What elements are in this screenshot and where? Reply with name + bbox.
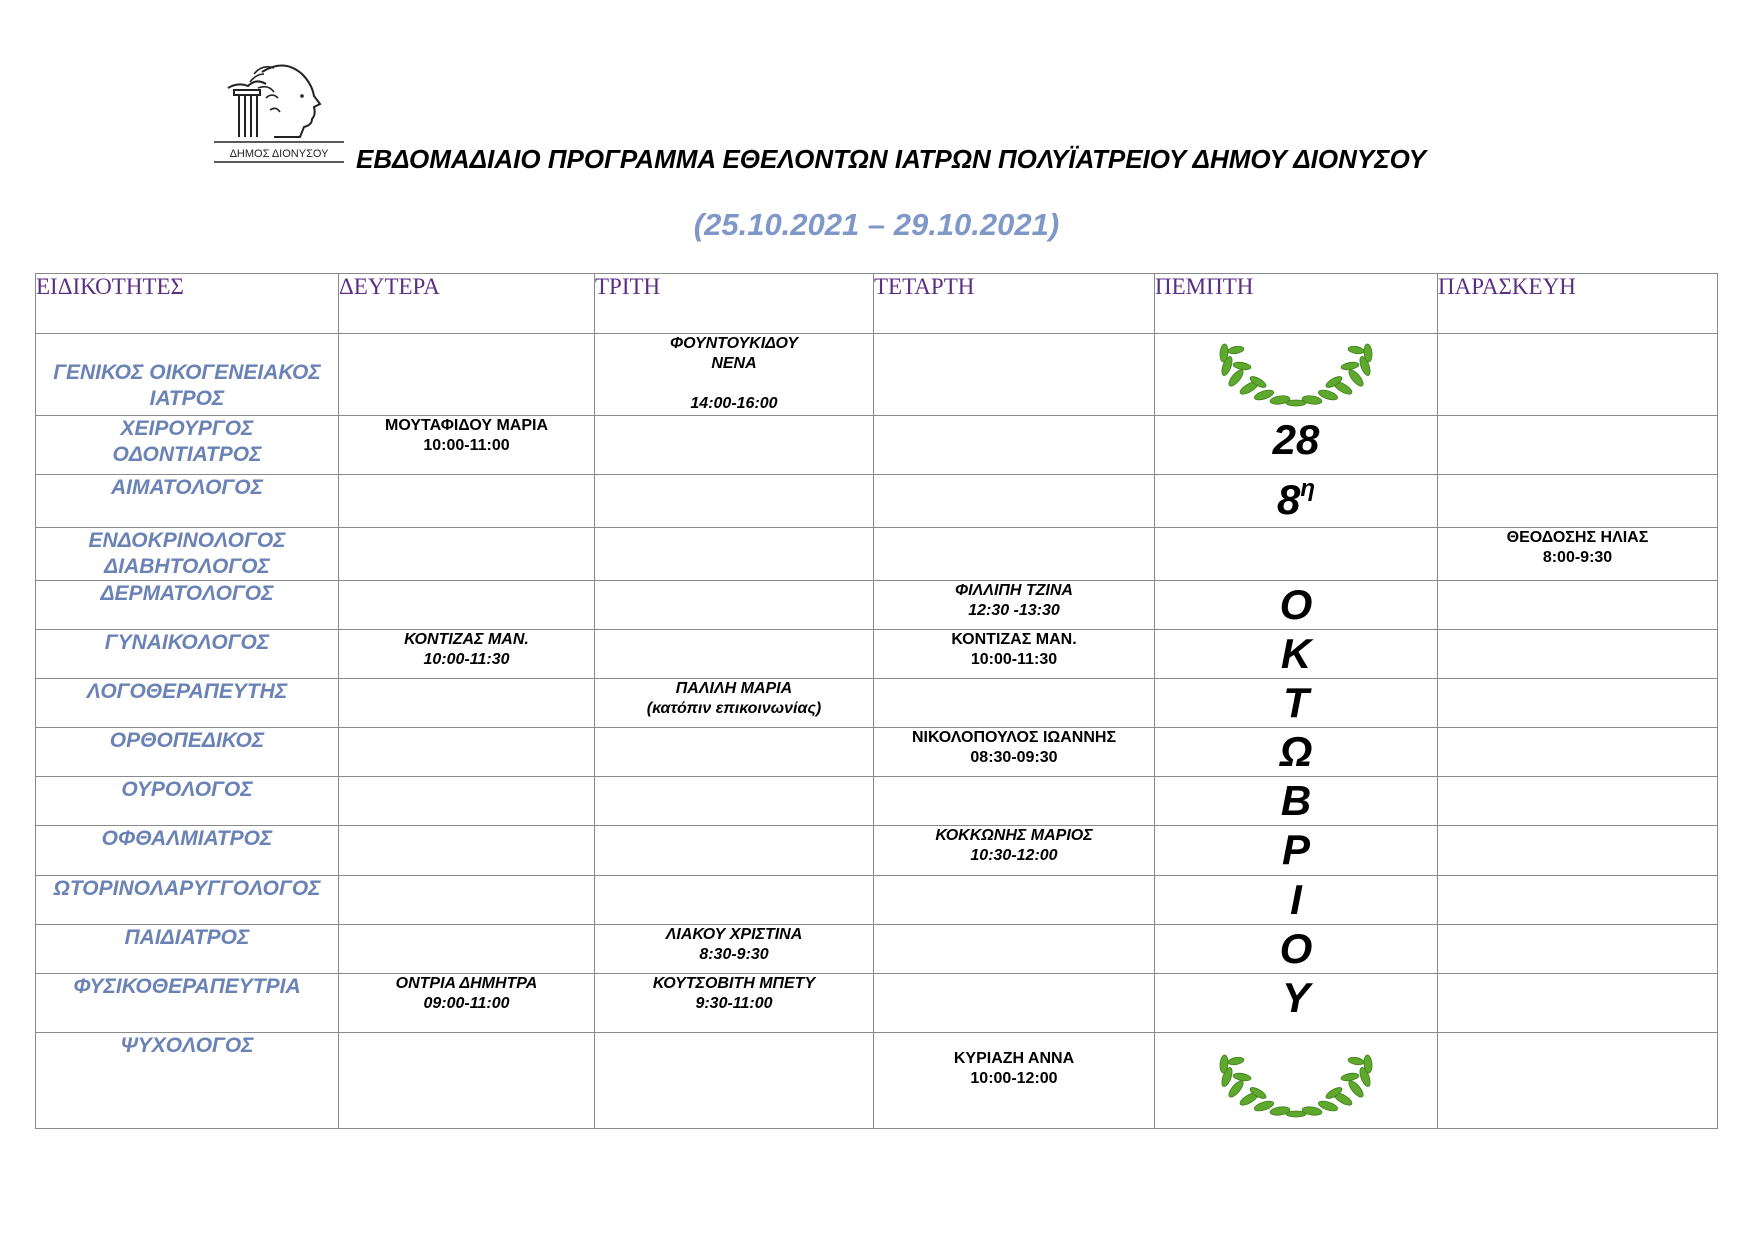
friday-cell <box>1438 334 1718 416</box>
wednesday-cell: ΝΙΚΟΛΟΠΟΥΛΟΣ ΙΩΑΝΝΗΣ 08:30-09:30 <box>874 728 1155 777</box>
table-row <box>36 728 1718 777</box>
wednesday-cell <box>874 528 1155 581</box>
monday-cell <box>339 876 595 925</box>
holiday-month-letter: Υ <box>1155 974 1438 1033</box>
monday-cell: ΚΟΝΤΙΖΑΣ ΜΑΝ. 10:00-11:30 <box>339 630 595 679</box>
tuesday-cell <box>595 876 874 925</box>
thursday-cell <box>1155 334 1438 416</box>
holiday-month-letter: Ω <box>1155 728 1438 777</box>
table-row <box>36 475 1718 528</box>
friday-cell <box>1438 630 1718 679</box>
tuesday-cell <box>595 1033 874 1129</box>
holiday-ordinal <box>1155 475 1438 528</box>
table-row <box>36 826 1718 876</box>
holiday-month-letter: Ι <box>1155 876 1438 925</box>
table-header-row <box>36 274 1718 334</box>
wednesday-cell: ΚΟΝΤΙΖΑΣ ΜΑΝ. 10:00-11:30 <box>874 630 1155 679</box>
page-title: ΕΒΔΟΜΑΔΙΑΙΟ ΠΡΟΓΡΑΜΜΑ ΕΘΕΛΟΝΤΩΝ ΙΑΤΡΩΝ ΠΟΛΥΪΑΤΡΕΙΟΥ ΔΗΜΟΥ ΔΙΟΝΥΣΟΥ <box>356 144 1427 174</box>
thursday-cell <box>1155 1033 1438 1129</box>
wednesday-cell <box>874 876 1155 925</box>
holiday-day-number: 28 <box>1155 416 1438 475</box>
tuesday-cell <box>595 475 874 528</box>
tuesday-cell: ΦΟΥΝΤΟΥΚΙΔΟΥ ΝΕΝΑ 14:00-16:00 <box>595 334 874 416</box>
tuesday-cell <box>595 528 874 581</box>
table-row <box>36 876 1718 925</box>
specialty-cell: ΓΥΝΑΙΚΟΛΟΓΟΣ <box>36 630 339 679</box>
table-row <box>36 334 1718 416</box>
specialty-cell: ΨΥΧΟΛΟΓΟΣ <box>36 1033 339 1129</box>
date-range: (25.10.2021 – 29.10.2021) <box>693 207 1060 242</box>
monday-cell <box>339 925 595 974</box>
friday-cell <box>1438 974 1718 1033</box>
monday-cell <box>339 826 595 876</box>
holiday-ordinal-suffix: η <box>1300 475 1316 502</box>
monday-cell <box>339 475 595 528</box>
monday-cell <box>339 528 595 581</box>
friday-cell <box>1438 925 1718 974</box>
wednesday-cell <box>874 777 1155 826</box>
friday-cell <box>1438 728 1718 777</box>
wednesday-cell <box>874 679 1155 728</box>
friday-cell <box>1438 581 1718 630</box>
wednesday-cell <box>874 925 1155 974</box>
tuesday-cell: ΠΑΛΙΛΗ ΜΑΡΙΑ (κατόπιν επικοινωνίας) <box>595 679 874 728</box>
specialty-cell: ΕΝΔΟΚΡΙΝΟΛΟΓΟΣ ΔΙΑΒΗΤΟΛΟΓΟΣ <box>36 528 339 581</box>
friday-cell <box>1438 826 1718 876</box>
table-row <box>36 1033 1718 1129</box>
table-row <box>36 925 1718 974</box>
table-row <box>36 630 1718 679</box>
monday-cell <box>339 1033 595 1129</box>
specialty-cell: ΑΙΜΑΤΟΛΟΓΟΣ <box>36 475 339 528</box>
friday-cell <box>1438 475 1718 528</box>
tuesday-cell <box>595 826 874 876</box>
table-row <box>36 777 1718 826</box>
specialty-cell: ΓΕΝΙΚΟΣ ΟΙΚΟΓΕΝΕΙΑΚΟΣ ΙΑΤΡΟΣ <box>36 334 339 416</box>
thursday-cell <box>1155 528 1438 581</box>
holiday-month-letter: Κ <box>1155 630 1438 679</box>
monday-cell <box>339 334 595 416</box>
column-header-tuesday: ΤΡΙΤΗ <box>595 274 874 334</box>
table-row <box>36 416 1718 475</box>
column-header-wednesday: ΤΕΤΑΡΤΗ <box>874 274 1155 334</box>
monday-cell <box>339 728 595 777</box>
table-row <box>36 581 1718 630</box>
table-row <box>36 679 1718 728</box>
wednesday-cell <box>874 475 1155 528</box>
tuesday-cell <box>595 630 874 679</box>
specialty-cell: ΠΑΙΔΙΑΤΡΟΣ <box>36 925 339 974</box>
specialty-cell: ΟΦΘΑΛΜΙΑΤΡΟΣ <box>36 826 339 876</box>
table-row <box>36 528 1718 581</box>
column-header-thursday: ΠΕΜΠΤΗ <box>1155 274 1438 334</box>
holiday-month-letter: Β <box>1155 777 1438 826</box>
column-header-friday: ΠΑΡΑΣΚΕΥΗ <box>1438 274 1718 334</box>
wednesday-cell <box>874 334 1155 416</box>
specialty-cell: ΦΥΣΙΚΟΘΕΡΑΠΕΥΤΡΙΑ <box>36 974 339 1033</box>
laurel-wreath-icon <box>1214 340 1378 408</box>
holiday-month-letter: Ο <box>1155 925 1438 974</box>
holiday-month-letter: Τ <box>1155 679 1438 728</box>
tuesday-cell <box>595 581 874 630</box>
tuesday-cell <box>595 777 874 826</box>
column-header-specialties: ΕΙΔΙΚΟΤΗΤΕΣ <box>36 274 339 334</box>
specialty-cell: ΟΡΘΟΠΕΔΙΚΟΣ <box>36 728 339 777</box>
column-header-monday: ΔΕΥΤΕΡΑ <box>339 274 595 334</box>
tuesday-cell <box>595 416 874 475</box>
holiday-month-letter: Ρ <box>1155 826 1438 876</box>
specialty-cell: ΔΕΡΜΑΤΟΛΟΓΟΣ <box>36 581 339 630</box>
monday-cell <box>339 777 595 826</box>
monday-cell: ΜΟΥΤΑΦΙΔΟΥ ΜΑΡΙΑ 10:00-11:00 <box>339 416 595 475</box>
holiday-month-letter: Ο <box>1155 581 1438 630</box>
monday-cell <box>339 679 595 728</box>
friday-cell <box>1438 679 1718 728</box>
friday-cell <box>1438 1033 1718 1129</box>
wednesday-cell: ΚΥΡΙΑΖΗ ΑΝΝΑ 10:00-12:00 <box>874 1033 1155 1129</box>
friday-cell <box>1438 876 1718 925</box>
monday-cell <box>339 581 595 630</box>
holiday-ordinal-digit: 8 <box>1276 476 1301 523</box>
wednesday-cell: ΚΟΚΚΩΝΗΣ ΜΑΡΙΟΣ 10:30-12:00 <box>874 826 1155 876</box>
tuesday-cell <box>595 728 874 777</box>
specialty-cell: ΩΤΟΡΙΝΟΛΑΡΥΓΓΟΛΟΓΟΣ <box>36 876 339 925</box>
logo-text: ΔΗΜΟΣ ΔΙΟΝΥΣΟΥ <box>229 148 329 160</box>
wednesday-cell <box>874 974 1155 1033</box>
specialty-cell: ΛΟΓΟΘΕΡΑΠΕΥΤΗΣ <box>36 679 339 728</box>
friday-cell <box>1438 416 1718 475</box>
table-row <box>36 974 1718 1033</box>
tuesday-cell: ΚΟΥΤΣΟΒΙΤΗ ΜΠΕΤΥ 9:30-11:00 <box>595 974 874 1033</box>
municipality-logo <box>214 62 344 168</box>
friday-cell <box>1438 777 1718 826</box>
wednesday-cell <box>874 416 1155 475</box>
wednesday-cell: ΦΙΛΛΙΠΗ ΤΖΙΝΑ 12:30 -13:30 <box>874 581 1155 630</box>
schedule-table <box>35 273 1718 1129</box>
specialty-cell: ΟΥΡΟΛΟΓΟΣ <box>36 777 339 826</box>
specialty-cell: ΧΕΙΡΟΥΡΓΟΣ ΟΔΟΝΤΙΑΤΡΟΣ <box>36 416 339 475</box>
monday-cell: ΟΝΤΡΙΑ ΔΗΜΗΤΡΑ 09:00-11:00 <box>339 974 595 1033</box>
laurel-wreath-icon <box>1214 1051 1378 1119</box>
friday-cell: ΘΕΟΔΟΣΗΣ ΗΛΙΑΣ 8:00-9:30 <box>1438 528 1718 581</box>
tuesday-cell: ΛΙΑΚΟΥ ΧΡΙΣΤΙΝΑ 8:30-9:30 <box>595 925 874 974</box>
